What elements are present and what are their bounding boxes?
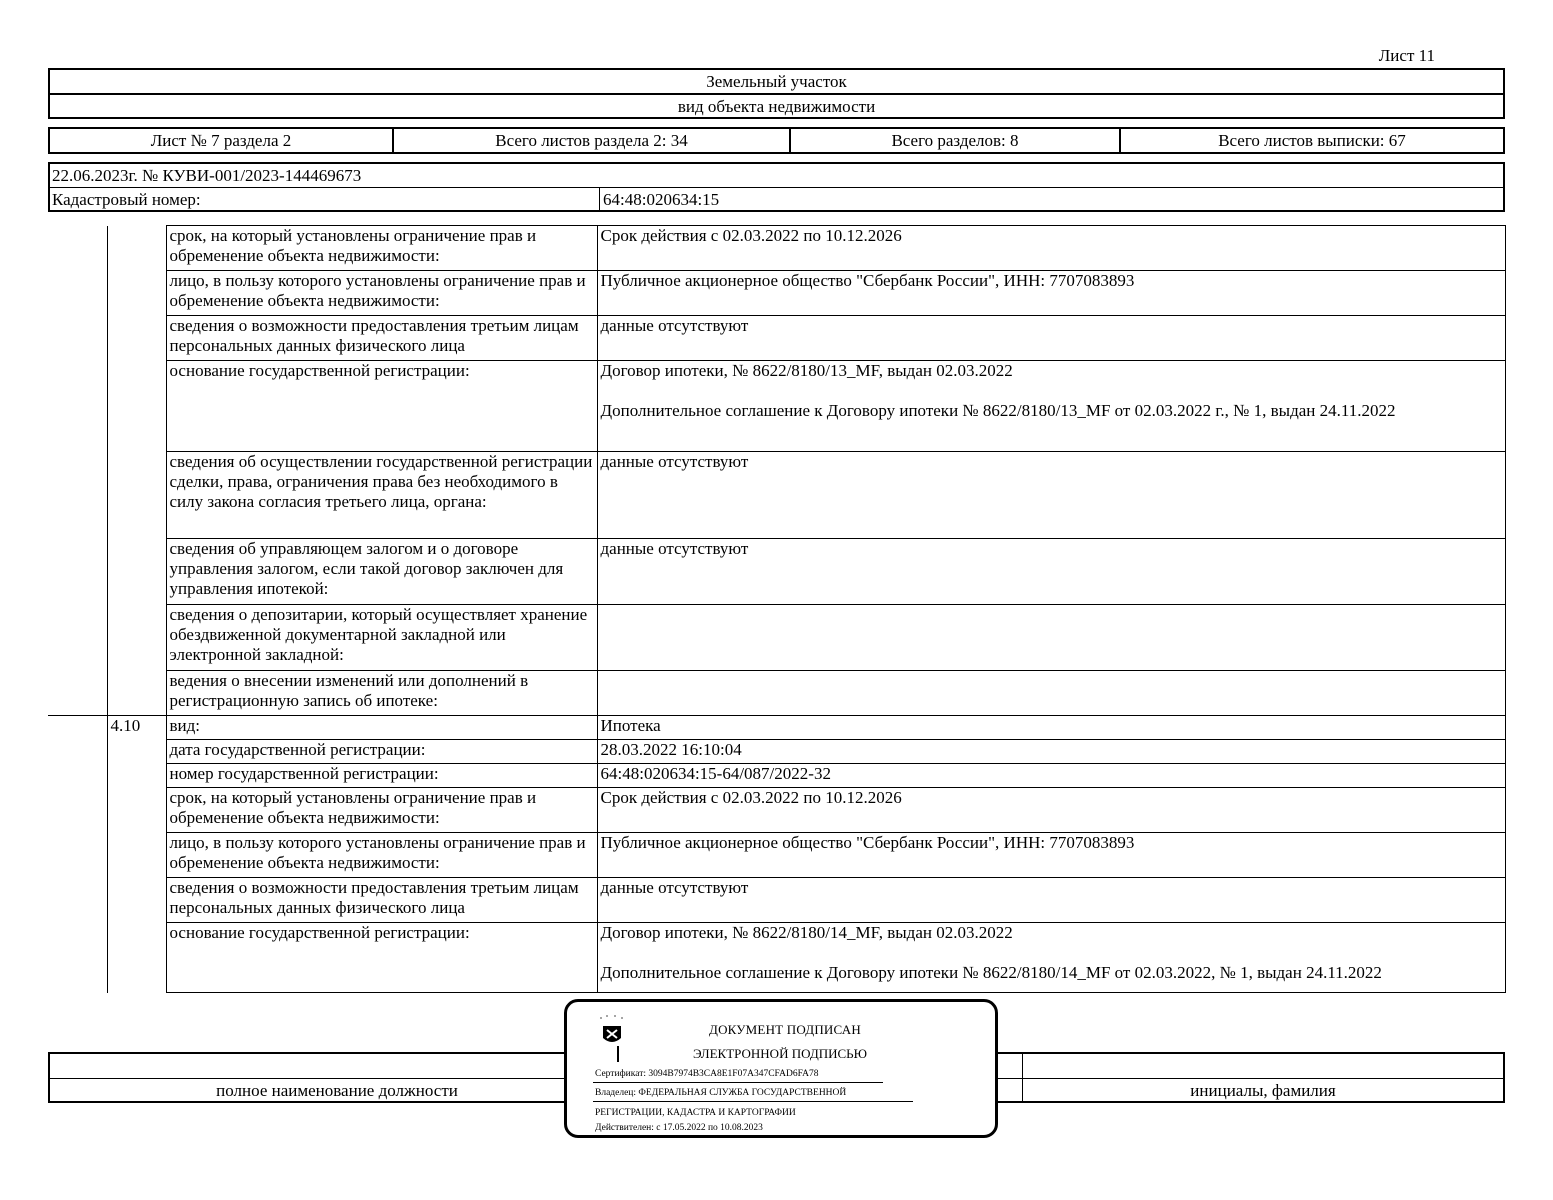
row-label: сведения о возможности предоставления третьим лицам персональных данных физического лица <box>166 878 597 923</box>
row-value-2: Дополнительное соглашение к Договору ипотеки № 8622/8180/14_MF от 02.03.2022, № 1, выдан 24.11.2022 <box>600 963 1382 982</box>
row-value: Публичное акционерное общество "Сбербанк России", ИНН: 7707083893 <box>597 271 1505 316</box>
row-value: 28.03.2022 16:10:04 <box>597 740 1505 764</box>
table-row <box>48 878 1505 923</box>
entry-col-1 <box>48 226 107 716</box>
records-table-wrapper <box>48 225 1505 993</box>
records-table <box>48 225 1506 993</box>
object-header <box>48 68 1505 119</box>
row-label: сведения о возможности предоставления третьим лицам персональных данных физического лица <box>166 316 597 361</box>
position-caption: полное наименование должности <box>216 1081 458 1100</box>
row-value <box>597 671 1505 716</box>
row-value: данные отсутствуют <box>597 539 1505 605</box>
table-row <box>48 452 1505 539</box>
table-row <box>48 764 1505 788</box>
table-row <box>48 740 1505 764</box>
stamp-valid: Действителен: с 17.05.2022 по 10.08.2023 <box>595 1123 763 1133</box>
row-label: основание государственной регистрации: <box>166 923 597 993</box>
row-label: сведения об управляющем залогом и о договоре управления залогом, если такой договор заключен для управления ипотекой: <box>166 539 597 605</box>
table-row <box>48 226 1505 271</box>
table-row <box>48 361 1505 452</box>
table-row <box>48 271 1505 316</box>
entry-col-2 <box>107 226 166 716</box>
table-row <box>48 716 1505 740</box>
table-row <box>48 923 1505 993</box>
coat-of-arms-icon <box>589 1008 635 1054</box>
extract-sheets-total: Всего листов выписки: 67 <box>1218 131 1406 150</box>
sheet-info-row <box>48 127 1505 154</box>
row-value: Договор ипотеки, № 8622/8180/13_MF, выдан 02.03.2022 <box>600 361 1013 380</box>
row-label: номер государственной регистрации: <box>166 764 597 788</box>
cadastral-value: 64:48:020634:15 <box>603 190 720 209</box>
row-label: сведения об осуществлении государственной регистрации сделки, права, ограничения права без необходимого в силу закона согласия третьего лица, органа: <box>166 452 597 539</box>
row-value: данные отсутствуют <box>597 316 1505 361</box>
row-value: Договор ипотеки, № 8622/8180/14_MF, выдан 02.03.2022 <box>600 923 1013 942</box>
stamp-title-2: ЭЛЕКТРОННОЙ ПОДПИСЬЮ <box>693 1046 867 1061</box>
row-value: 64:48:020634:15-64/087/2022-32 <box>597 764 1505 788</box>
row-value: данные отсутствуют <box>597 452 1505 539</box>
stamp-owner: Владелец: ФЕДЕРАЛЬНАЯ СЛУЖБА ГОСУДАРСТВЕННОЙ <box>595 1088 847 1098</box>
row-value-multi <box>597 923 1505 993</box>
row-label: основание государственной регистрации: <box>166 361 597 452</box>
row-value: Ипотека <box>597 716 1505 740</box>
sheet-number: Лист 11 <box>1378 46 1435 65</box>
stamp-title-1: ДОКУМЕНТ ПОДПИСАН <box>709 1022 861 1037</box>
table-row <box>48 833 1505 878</box>
table-row <box>48 605 1505 671</box>
row-label: лицо, в пользу которого установлены ограничение прав и обременение объекта недвижимости: <box>166 271 597 316</box>
row-label: вид: <box>166 716 597 740</box>
row-value <box>597 605 1505 671</box>
sections-total: Всего разделов: 8 <box>791 129 1121 152</box>
row-value: данные отсутствуют <box>597 878 1505 923</box>
doc-reference: 22.06.2023г. № КУВИ-001/2023-144469673 <box>50 164 1503 188</box>
object-title: Земельный участок <box>50 70 1503 95</box>
table-row <box>48 539 1505 605</box>
row-value: Срок действия с 02.03.2022 по 10.12.2026 <box>597 226 1505 271</box>
stamp-owner-2: РЕГИСТРАЦИИ, КАДАСТРА И КАРТОГРАФИИ <box>595 1108 796 1118</box>
row-label: лицо, в пользу которого установлены ограничение прав и обременение объекта недвижимости: <box>166 833 597 878</box>
doc-ref-block <box>48 162 1505 212</box>
table-row <box>48 316 1505 361</box>
sheet-of-section: Лист № 7 раздела 2 <box>50 129 394 152</box>
row-label: срок, на который установлены ограничение прав и обременение объекта недвижимости: <box>166 226 597 271</box>
table-row <box>48 671 1505 716</box>
stamp-certificate: Сертификат: 3094B7974B3CA8E1F07A347CFAD6FA78 <box>595 1069 819 1079</box>
section-sheets-total: Всего листов раздела 2: 34 <box>394 129 791 152</box>
table-row <box>48 788 1505 833</box>
row-value-multi <box>597 361 1505 452</box>
row-label: срок, на который установлены ограничение прав и обременение объекта недвижимости: <box>166 788 597 833</box>
object-caption: вид объекта недвижимости <box>677 97 876 116</box>
name-caption: инициалы, фамилия <box>1190 1081 1336 1100</box>
e-signature-stamp <box>564 999 998 1138</box>
row-value: Публичное акционерное общество "Сбербанк России", ИНН: 7707083893 <box>597 833 1505 878</box>
row-value-2: Дополнительное соглашение к Договору ипотеки № 8622/8180/13_MF от 02.03.2022 г., № 1, выдан 24.11.2022 <box>600 401 1396 420</box>
entry-number: 4.10 <box>107 716 166 993</box>
row-label: сведения о депозитарии, который осуществляет хранение обездвиженной документарной закладной или электронной закладной: <box>166 605 597 671</box>
row-label: ведения о внесении изменений или дополнений в регистрационную запись об ипотеке: <box>166 671 597 716</box>
entry-col-1 <box>48 716 107 993</box>
cadastral-label: Кадастровый номер: <box>50 188 600 211</box>
row-value: Срок действия с 02.03.2022 по 10.12.2026 <box>597 788 1505 833</box>
row-label: дата государственной регистрации: <box>166 740 597 764</box>
